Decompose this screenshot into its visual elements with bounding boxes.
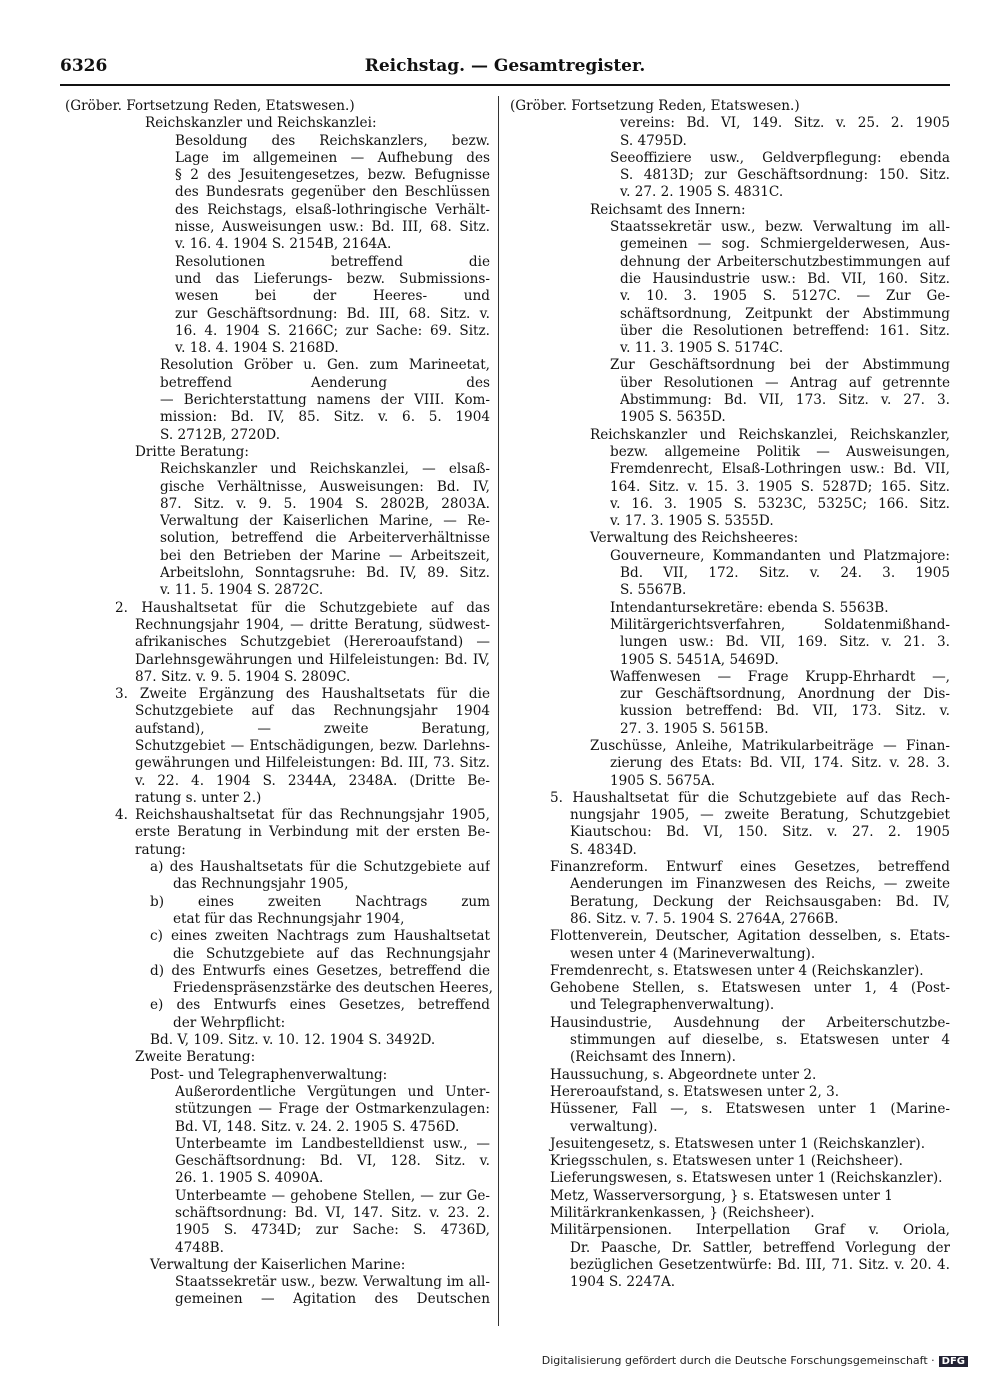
index-line: wesen unter 4 (Marineverwaltung). (570, 945, 816, 962)
index-line: Haussuchung, s. Abgeordnete unter 2. (550, 1066, 817, 1083)
index-line: Zweite Beratung: (135, 1049, 256, 1066)
index-line: v. 18. 4. 1904 S. 2168D. (175, 340, 339, 357)
index-line: Hausindustrie, Ausdehnung der Arbeiterschutzbe- (550, 1014, 950, 1031)
index-line: 1904 S. 2247A. (570, 1274, 676, 1291)
index-line: wesen bei der Heeres- und (175, 288, 490, 305)
index-line: Zur Geschäftsordnung bei der Abstimmung (610, 357, 950, 374)
footer-text: Digitalisierung gefördert durch die Deutsche Forschungsgemeinschaft · (541, 1354, 935, 1367)
index-line: Hereroaufstand, s. Etatswesen unter 2, 3. (550, 1083, 840, 1100)
index-line: Militärkrankenkassen, } (Reichsheer). (550, 1205, 815, 1221)
index-line: vereins: Bd. VI, 149. Sitz. v. 25. 2. 1905 (620, 115, 950, 132)
index-line: solution, betreffend die Arbeiterverhältnisse (160, 530, 490, 547)
index-line: Dr. Paasche, Dr. Sattler, betreffend Vorlegung der (570, 1239, 950, 1256)
index-line: Staatssekretär usw., bezw. Verwaltung im all- (175, 1274, 490, 1291)
index-line: Rechnungsjahr 1904, — dritte Beratung, südwest- (135, 616, 490, 633)
index-line: verwaltung). (570, 1118, 658, 1135)
index-line: S. 5567B. (620, 582, 687, 599)
index-line: bezw. allgemeine Politik — Ausweisungen, (610, 443, 950, 460)
index-line: die Hausindustrie usw.: Bd. VII, 160. Sitz. (620, 270, 950, 287)
index-line: stützungen — Frage der Ostmarkenzulagen: (175, 1101, 490, 1118)
index-line: 1905 S. 5635D. (620, 409, 726, 426)
index-line: betreffend Aenderung des (160, 374, 490, 391)
index-line: v. 27. 2. 1905 S. 4831C. (620, 184, 784, 201)
index-line: Jesuitengesetz, s. Etatswesen unter 1 (Reichskanzler). (550, 1135, 926, 1152)
right-column (510, 98, 950, 1291)
index-line: zur Geschäftsordnung: Bd. III, 68. Sitz. v. (175, 305, 490, 322)
index-line: nungsjahr 1905, — zweite Beratung, Schutzgebiet (570, 807, 950, 824)
index-line: Reichskanzler und Reichskanzlei: (145, 115, 377, 132)
index-line: schäftsordnung, Zeitpunkt der Abstimmung (620, 305, 950, 322)
index-line: dehnung der Arbeiterschutzbestimmungen auf (620, 253, 950, 270)
index-line: bezüglichen Gesetzentwürfe: Bd. III, 71. Sitz. v. 20. 4. (570, 1256, 950, 1273)
index-line: stimmungen auf dieselbe, s. Etatswesen unter 4 (570, 1032, 950, 1049)
index-line: 1905 S. 4734D; zur Sache: S. 4736D, (175, 1222, 490, 1239)
index-line: 4748B. (175, 1239, 224, 1256)
index-line: b) eines zweiten Nachtrags zum (150, 893, 490, 910)
index-line: gemeinen — Agitation des Deutschen (175, 1291, 490, 1308)
index-line: 87. Sitz. v. 9. 5. 1904 S. 2802B, 2803A. (160, 495, 490, 512)
index-line: lungen usw.: Bd. VII, 169. Sitz. v. 21. 3. (620, 634, 950, 651)
index-line: Fremdenrecht, s. Etatswesen unter 4 (Reichskanzler). (550, 962, 924, 979)
index-line: 16. 4. 1904 S. 2166C; zur Sache: 69. Sitz. (175, 322, 490, 339)
index-line: nisse, Ausweisungen usw.: Bd. III, 68. Sitz. (175, 219, 490, 236)
index-line: Aenderungen im Finanzwesen des Reichs, — zweite (570, 876, 950, 893)
index-line: Schutzgebiet — Entschädigungen, bezw. Darlehns- (135, 737, 490, 754)
index-line: Dritte Beratung: (135, 443, 249, 460)
index-line: Bd. V, 109. Sitz. v. 10. 12. 1904 S. 3492D. (150, 1032, 436, 1049)
header-rule (60, 84, 950, 86)
index-line: Reichsamt des Innern: (590, 201, 746, 218)
index-line: 164. Sitz. v. 15. 3. 1905 S. 5287D; 165. Sitz. (610, 478, 950, 495)
index-line: kussion betreffend: Bd. VII, 173. Sitz. v. (620, 703, 950, 720)
index-line: c) eines zweiten Nachtrags zum Haushaltsetat (150, 928, 490, 945)
index-line: über die Resolutionen betreffend: 161. Sitz. (620, 322, 950, 339)
index-line: S. 2712B, 2720D. (160, 426, 281, 443)
index-line: Metz, Wasserversorgung, } s. Etatswesen unter 1 (550, 1187, 893, 1204)
index-line: aufstand), — zweite Beratung, (135, 720, 490, 737)
index-line: e) des Entwurfs eines Gesetzes, betreffend (150, 997, 490, 1014)
index-line: Seeoffiziere usw., Geldverpflegung: ebenda (610, 149, 950, 166)
index-line: Intendantursekretäre: ebenda S. 5563B. (610, 599, 889, 616)
index-line: Abstimmung: Bd. VII, 173. Sitz. v. 27. 3. (620, 392, 950, 409)
index-line: Finanzreform. Entwurf eines Gesetzes, betreffend (550, 859, 950, 876)
index-line: gewährungen und Hilfeleistungen: Bd. III, 73. Sitz. (135, 755, 490, 772)
index-line: 1905 S. 5675A. (610, 772, 716, 789)
index-line: mission: Bd. IV, 85. Sitz. v. 6. 5. 1904 (160, 409, 490, 426)
index-line: v. 16. 3. 1905 S. 5323C, 5325C; 166. Sitz. (610, 495, 950, 512)
index-line: Friedenspräsenzstärke des deutschen Heeres, (173, 980, 493, 997)
index-line: und Telegraphenverwaltung). (570, 997, 775, 1014)
column-divider (498, 96, 499, 1326)
left-column (65, 98, 493, 1309)
dfg-logo: DFG (939, 1356, 968, 1367)
index-line: Fremdenrecht, Elsaß-Lothringen usw.: Bd. VII, (610, 461, 950, 478)
index-line: Militärpensionen. Interpellation Graf v. Oriola, (550, 1222, 950, 1239)
index-line: Außerordentliche Vergütungen und Unter- (175, 1083, 490, 1100)
index-line: Lage im allgemeinen — Aufhebung des (175, 149, 490, 166)
index-line: Verwaltung des Reichsheeres: (590, 530, 799, 547)
index-line: gische Verhältnisse, Ausweisungen: Bd. IV, (160, 478, 490, 495)
index-line: 27. 3. 1905 S. 5615B. (620, 720, 769, 737)
index-line: Besoldung des Reichskanzlers, bezw. (175, 132, 490, 149)
index-line: Arbeitslohn, Sonntagsruhe: Bd. IV, 89. Sitz. (160, 565, 490, 582)
running-title: Reichstag. — Gesamtregister. (364, 56, 646, 76)
index-line: 87. Sitz. v. 9. 5. 1904 S. 2809C. (135, 668, 351, 685)
index-line: zur Geschäftsordnung, Anordnung der Dis- (620, 686, 950, 703)
index-line: Reichskanzler und Reichskanzlei, Reichskanzler, (590, 426, 950, 443)
index-line: Zuschüsse, Anleihe, Matrikularbeiträge — Finan- (590, 737, 950, 754)
index-line: (Gröber. Fortsetzung Reden, Etatswesen.) (510, 98, 800, 114)
index-line: d) des Entwurfs eines Gesetzes, betreffend die (150, 962, 490, 979)
index-line: § 2 des Jesuitengesetzes, bezw. Befugnisse (175, 167, 490, 184)
index-line: Staatssekretär usw., bezw. Verwaltung im all- (610, 219, 950, 236)
index-line: Kriegsschulen, s. Etatswesen unter 1 (Reichsheer). (550, 1153, 903, 1170)
index-line: Lieferungswesen, s. Etatswesen unter 1 (Reichskanzler). (550, 1170, 943, 1187)
index-line: Kiautschou: Bd. VI, 150. Sitz. v. 27. 2. 1905 (570, 824, 950, 841)
index-line: des Reichstags, elsaß-lothringische Verhält- (175, 201, 490, 218)
index-line: — Berichterstattung namens der VIII. Kom- (160, 392, 490, 409)
index-line: Gehobene Stellen, s. Etatswesen unter 1, 4 (Post- (550, 980, 950, 997)
index-line: 26. 1. 1905 S. 4090A. (175, 1170, 324, 1187)
index-line: S. 4834D. (570, 841, 637, 858)
index-line: Resolutionen betreffend die (175, 253, 490, 270)
index-line: S. 4795D. (620, 132, 687, 149)
index-line: a) des Haushaltsetats für die Schutzgebiete auf (150, 859, 490, 876)
index-line: (Gröber. Fortsetzung Reden, Etatswesen.) (65, 98, 355, 114)
index-line: Verwaltung der Kaiserlichen Marine: (150, 1256, 406, 1273)
index-line: Gouverneure, Kommandanten und Platzmajore: (610, 547, 950, 564)
index-line: das Rechnungsjahr 1905, (173, 876, 349, 893)
page-number: 6326 (60, 56, 108, 76)
index-line: Bd. VI, 148. Sitz. v. 24. 2. 1905 S. 4756D. (175, 1118, 460, 1135)
index-line: Post- und Telegraphenverwaltung: (150, 1066, 388, 1083)
index-line: v. 17. 3. 1905 S. 5355D. (610, 513, 774, 530)
index-line: (Reichsamt des Innern). (570, 1049, 736, 1066)
index-line: Bd. VII, 172. Sitz. v. 24. 3. 1905 (620, 565, 950, 582)
index-line: gemeinen — sog. Schmiergelderwesen, Aus- (620, 236, 950, 253)
page-header (60, 56, 950, 84)
index-line: v. 10. 3. 1905 S. 5127C. — Zur Ge- (620, 288, 950, 305)
index-line: 3. Zweite Ergänzung des Haushaltsetats für die (115, 686, 490, 703)
index-line: Darlehnsgewährungen und Hilfeleistungen: Bd. IV, (135, 651, 490, 668)
index-line: 2. Haushaltsetat für die Schutzgebiete auf das (115, 599, 490, 616)
index-line: Verwaltung der Kaiserlichen Marine, — Re- (160, 513, 490, 530)
index-line: die Schutzgebiete auf das Rechnungsjahr (173, 945, 490, 962)
index-line: 4. Reichshaushaltsetat für das Rechnungsjahr 1905, (115, 807, 490, 824)
index-line: v. 22. 4. 1904 S. 2344A, 2348A. (Dritte Be- (135, 772, 490, 789)
index-line: erste Beratung in Verbindung mit der ersten Be- (135, 824, 490, 841)
index-line: Waffenwesen — Frage Krupp-Ehrhardt —, (610, 668, 950, 685)
index-line: ratung: (135, 841, 186, 858)
index-line: Resolution Gröber u. Gen. zum Marineetat, (160, 357, 490, 374)
index-line: Unterbeamte im Landbestelldienst usw., — (175, 1135, 490, 1152)
index-line: Geschäftsordnung: Bd. VI, 128. Sitz. v. (175, 1153, 490, 1170)
index-line: afrikanisches Schutzgebiet (Hereroaufstand) — (135, 634, 490, 651)
index-line: Unterbeamte — gehobene Stellen, — zur Ge- (175, 1187, 490, 1204)
index-line: des Bundesrats gegenüber den Beschlüssen (175, 184, 490, 201)
index-line: v. 16. 4. 1904 S. 2154B, 2164A. (175, 236, 392, 253)
index-line: 5. Haushaltsetat für die Schutzgebiete auf das Rech- (550, 789, 950, 806)
index-line: etat für das Rechnungsjahr 1904, (173, 910, 405, 927)
index-line: über Resolutionen — Antrag auf getrennte (620, 374, 950, 391)
footer-credit (542, 1354, 968, 1367)
index-line: v. 11. 5. 1904 S. 2872C. (160, 582, 324, 599)
index-line: bei den Betrieben der Marine — Arbeitszeit, (160, 547, 490, 564)
index-line: v. 11. 3. 1905 S. 5174C. (620, 340, 784, 357)
index-line: zierung des Etats: Bd. VII, 174. Sitz. v. 28. 3. (610, 755, 950, 772)
index-line: 86. Sitz. v. 7. 5. 1904 S. 2764A, 2766B. (570, 910, 839, 927)
index-line: Beratung, Deckung der Reichsausgaben: Bd. IV, (570, 893, 950, 910)
index-line: Reichskanzler und Reichskanzlei, — elsaß- (160, 461, 490, 478)
index-line: schäftsordnung: Bd. VI, 147. Sitz. v. 23. 2. (175, 1205, 490, 1221)
index-line: Flottenverein, Deutscher, Agitation desselben, s. Etats- (550, 928, 950, 945)
index-line: ratung s. unter 2.) (135, 789, 262, 806)
index-line: Militärgerichtsverfahren, Soldatenmißhand- (610, 616, 950, 633)
index-line: Hüssener, Fall —, s. Etatswesen unter 1 (Marine- (550, 1101, 950, 1118)
index-line: der Wehrpflicht: (173, 1014, 286, 1031)
index-line: und das Lieferungs- bezw. Submissions- (175, 270, 490, 287)
index-line: 1905 S. 5451A, 5469D. (620, 651, 779, 668)
index-line: Schutzgebiete auf das Rechnungsjahr 1904 (135, 703, 490, 720)
index-line: S. 4813D; zur Geschäftsordnung: 150. Sitz. (620, 167, 950, 184)
